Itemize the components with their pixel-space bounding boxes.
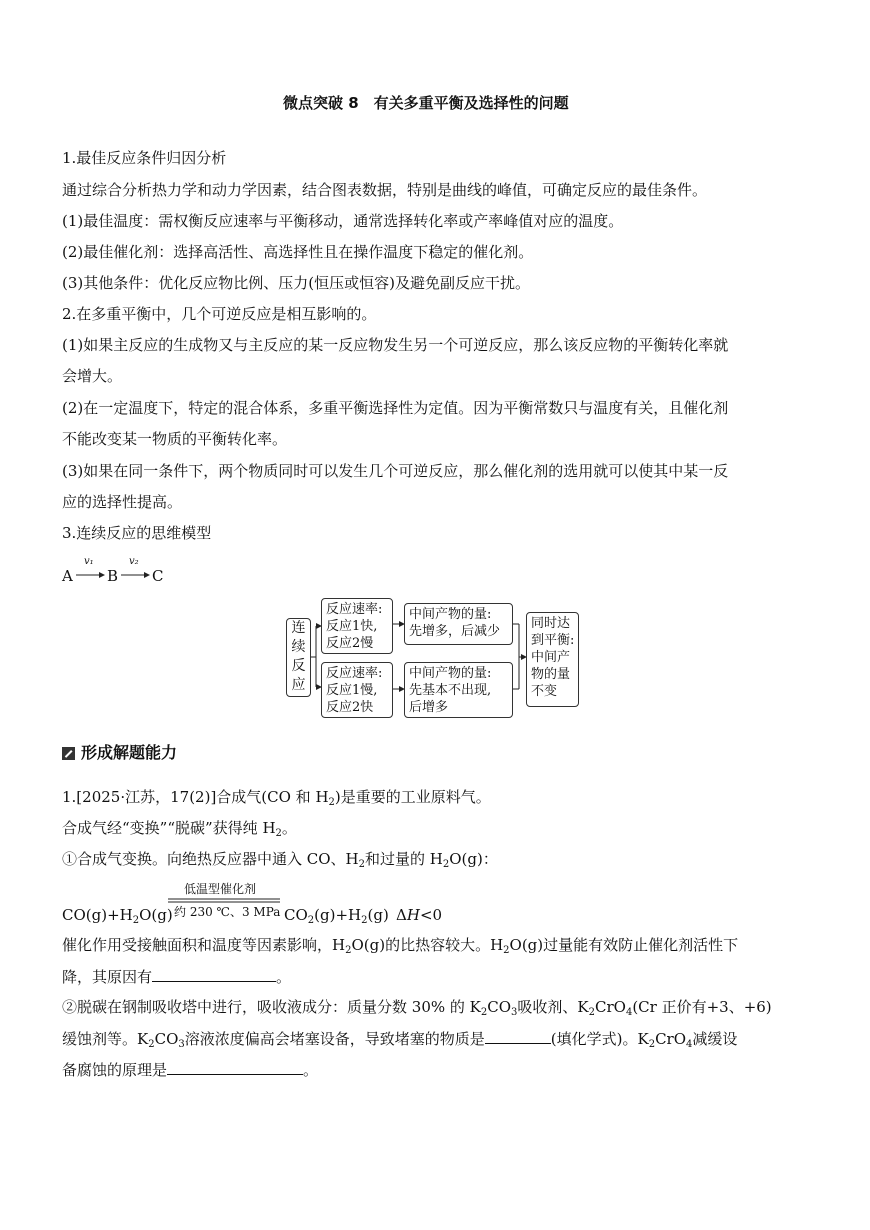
s1-item-1: (1)最佳温度：需权衡反应速率与平衡移动，通常选择转化率或产率峰值对应的温度。 [62,212,624,230]
flow-lower-rate [321,662,393,718]
flow-root-box [286,618,311,697]
flow-upper-rate-2: 反应1快, [326,619,378,634]
q1-line2: 合成气经“变换”“脱碳”获得纯 $H_2$。 [62,819,297,839]
pencil-icon [62,747,75,760]
flow-lower-result-2: 先基本不出现, [409,683,492,698]
flow-lower-result-1: 中间产物的量: [409,666,492,681]
s2-p1-line1: (1)如果主反应的生成物又与主反应的某一反应物发生另一个可逆反应，那么该反应物的平衡转化率就 [62,336,729,354]
s2-p2-line1: (2)在一定温度下，特定的混合体系，多重平衡选择性为定值。因为平衡常数只与温度有关，且催化剂 [62,399,729,417]
answer-blank-1[interactable] [152,966,276,982]
flow-upper-result [404,603,513,645]
flow-final-2: 到平衡: [531,633,575,648]
flow-lower-result-3: 后增多 [409,700,449,715]
s2-p3-line2: 应的选择性提高。 [62,493,183,511]
flow-final-5: 不变 [531,684,558,699]
s1-intro: 通过综合分析热力学和动力学因素，结合图表数据，特别是曲线的峰值，可确定反应的最佳条件。 [62,181,708,199]
eq-right: $CO_2(g)+H_2(g)$ [284,906,389,926]
answer-blank-2[interactable] [485,1028,551,1044]
flow-upper-result-1: 中间产物的量: [409,607,492,622]
flow-final-4: 物的量 [531,667,571,682]
eq-condition-top: 低温型催化剂 [184,882,257,896]
s2-p1-line2: 会增大。 [62,367,123,385]
flow-upper-rate [321,598,393,654]
eq-enthalpy: ΔH<0 [396,906,443,924]
eq-left: $CO(g)+H_2O(g)$ [62,906,173,926]
page-title: 微点突破 8 有关多重平衡及选择性的问题 [283,94,569,112]
flow-final-1: 同时达 [531,616,571,631]
q1-part2-line3: 备腐蚀的原理是 。 [62,1061,319,1079]
flow-root-text: 连续反应 [291,620,306,693]
chain-c: C [152,567,164,585]
section-heading: 形成解题能力 [81,743,178,762]
flow-lower-rate-1: 反应速率: [326,666,383,681]
eq-condition-bottom: 约 230 ℃、3 MPa [174,905,281,919]
flow-final-3: 中间产 [531,650,571,665]
chain-k2: v₂ [129,556,139,567]
flow-lower-rate-3: 反应2快 [326,700,374,715]
chain-k1: v₁ [84,556,94,567]
flow-upper-rate-1: 反应速率: [326,602,383,617]
flow-upper-result-2: 先增多，后减少 [409,624,501,639]
q1-part1-intro: ①合成气变换。向绝热反应器中通入 CO、$H_2$和过量的 $H_2O(g)$： [62,850,498,870]
q1-stem: 1.[2025·江苏，17(2)]合成气(CO 和 $H_2$)是重要的工业原料气。 [62,788,491,808]
flow-lower-result [404,662,513,718]
s2-p2-line2: 不能改变某一物质的平衡转化率。 [62,430,288,448]
flow-upper-rate-3: 反应2慢 [326,636,374,651]
flow-lower-rate-2: 反应1慢, [326,683,378,698]
q1-part1-line2: 降，其原因有 。 [62,968,292,986]
s2-p3-line1: (3)如果在同一条件下，两个物质同时可以发生几个可逆反应，那么催化剂的选用就可以使其中某一反 [62,462,729,480]
answer-blank-3[interactable] [167,1059,303,1075]
q1-part1-line1: 催化作用受接触面积和温度等因素影响，$H_2O(g)$的比热容较大。$H_2O(g)$过量能有效防止催化剂活性下 [62,936,739,956]
chain-b: B [107,567,119,585]
chain-a: A [62,567,73,585]
s1-heading: 1.最佳反应条件归因分析 [62,149,227,167]
s1-item-2: (2)最佳催化剂：选择高活性、高选择性且在操作温度下稳定的催化剂。 [62,243,534,261]
s2-heading: 2.在多重平衡中，几个可逆反应是相互影响的。 [62,305,377,323]
q1-part2-line2: 缓蚀剂等。$K_2CO_3$溶液浓度偏高会堵塞设备，导致堵塞的物质是 (填化学式)。$K_2CrO_4$减缓设 [62,1030,738,1050]
s3-heading: 3.连续反应的思维模型 [62,524,212,542]
s1-item-3: (3)其他条件：优化反应物比例、压力(恒压或恒容)及避免副反应干扰。 [62,274,530,292]
q1-part2-line1: ②脱碳在钢制吸收塔中进行，吸收液成分：质量分数 30% 的 $K_2CO_3$吸收剂、$K_2CrO_4(Cr$ 正价有+3、+6) [62,998,772,1018]
flow-final [526,612,579,707]
